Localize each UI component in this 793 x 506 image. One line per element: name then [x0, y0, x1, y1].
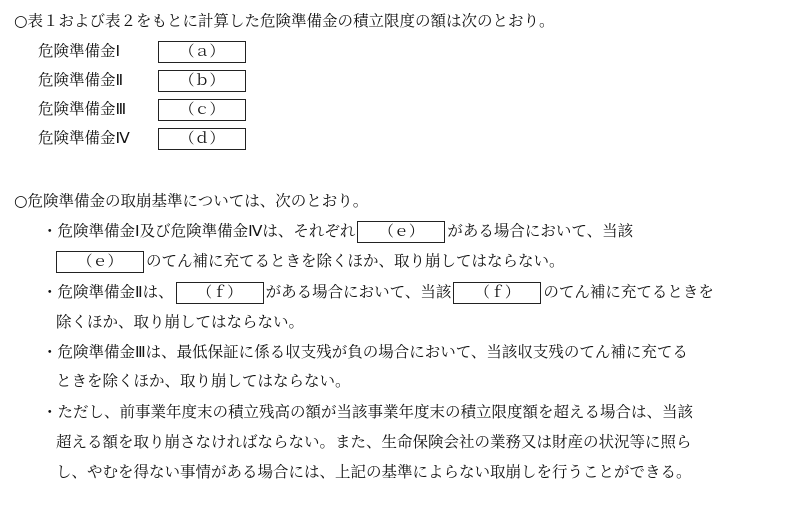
rule3-line1: ・危険準備金Ⅲは、最低保証に係る収支残が負の場合において、当該収支残のてん補に充てる [42, 343, 688, 361]
blank-f-2: （ｆ） [453, 282, 541, 304]
rule4-line1: ・ただし、前事業年度末の積立残高の額が当該事業年度末の積立限度額を超える場合は、当該 [42, 403, 694, 421]
blank-e-1: （ｅ） [357, 221, 445, 243]
rule2-text-3: のてん補に充てるときを [543, 283, 714, 301]
rule2-text-2: がある場合において、当該 [265, 283, 452, 301]
blank-c: （ｃ） [158, 99, 246, 121]
rule2-line2: 除くほか、取り崩してはならない。 [56, 313, 305, 331]
rule1-line1 [42, 220, 633, 242]
reserve-row-2 [38, 69, 248, 91]
rule1-text-3: のてん補に充てるときを除くほか、取り崩してはならない。 [146, 252, 565, 270]
rule2-text-1: ・危険準備金Ⅱは、 [42, 283, 174, 301]
rule4-line2: 超える額を取り崩さなければならない。また、生命保険会社の業務又は財産の状況等に照ら [56, 433, 692, 451]
blank-a: （ａ） [158, 41, 246, 63]
rule1-text-2: がある場合において、当該 [447, 222, 634, 240]
rule1-line2 [56, 250, 565, 272]
rule4-line3: し、やむを得ない事情がある場合には、上記の基準によらない取崩しを行うことができる。 [56, 463, 692, 481]
rule1-text-1: ・危険準備金Ⅰ及び危険準備金Ⅳは、それぞれ [42, 222, 356, 240]
heading-withdrawal-criteria: ○危険準備金の取崩基準については、次のとおり。 [14, 192, 369, 210]
heading-reserve-limits: ○表１および表２をもとに計算した危険準備金の積立限度の額は次のとおり。 [14, 12, 555, 30]
blank-e-2: （ｅ） [56, 251, 144, 273]
reserve-row-4 [38, 127, 248, 149]
rule3-line2: ときを除くほか、取り崩してはならない。 [56, 372, 351, 390]
blank-d: （ｄ） [158, 128, 246, 150]
rule2-line1 [42, 281, 714, 303]
reserve-label-3: 危険準備金Ⅲ [38, 100, 127, 118]
reserve-row-1 [38, 40, 248, 62]
reserve-label-4: 危険準備金Ⅳ [38, 129, 130, 147]
blank-f-1: （ｆ） [176, 282, 264, 304]
blank-b: （ｂ） [158, 70, 246, 92]
reserve-row-3 [38, 98, 248, 120]
reserve-label-1: 危険準備金Ⅰ [38, 42, 121, 60]
reserve-label-2: 危険準備金Ⅱ [38, 71, 124, 89]
